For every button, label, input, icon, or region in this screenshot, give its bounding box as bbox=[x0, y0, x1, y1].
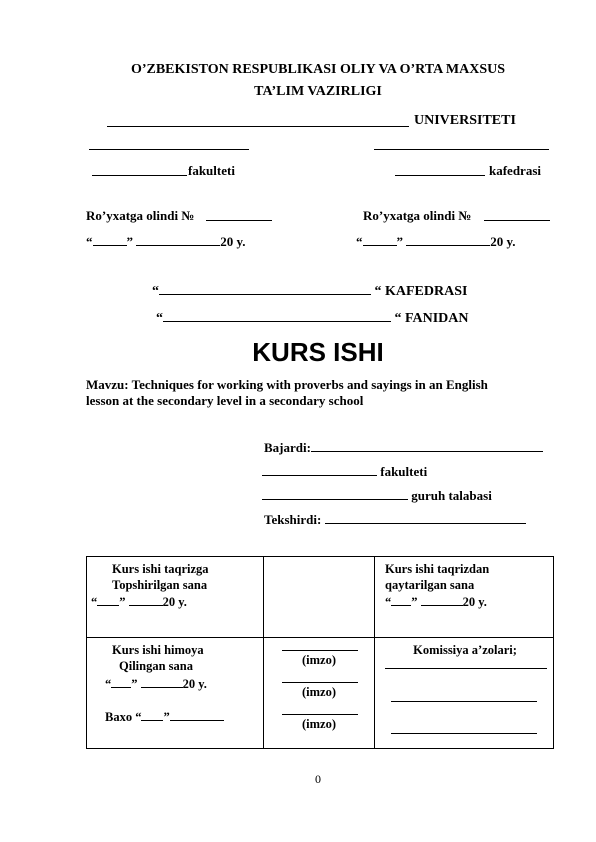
review-middle-cell bbox=[264, 557, 375, 638]
defense-cell: Kurs ishi himoya Qilingan sana “ ” 20 y. Baxo “ ” bbox=[87, 638, 264, 749]
page-number: 0 bbox=[315, 772, 321, 786]
signature-label-1: (imzo) bbox=[301, 653, 336, 667]
registration-left-date: “ ” 20 y. bbox=[86, 234, 246, 249]
grade-row: Baxo “ ” bbox=[105, 709, 224, 725]
department-suffix: kafedrasi bbox=[489, 163, 541, 178]
kafedra-line: “ “ KAFEDRASI bbox=[152, 284, 468, 299]
department-top-blank bbox=[374, 149, 549, 150]
registration-right-label: Ro’yxatga olindi № bbox=[363, 208, 472, 223]
faculty-name-blank bbox=[92, 175, 187, 176]
commission-label: Komissiya a’zolari; bbox=[413, 643, 517, 657]
review-return-date: “ ” 20 y. bbox=[385, 595, 487, 609]
review-return-cell: Kurs ishi taqrizdan qaytarilgan sana “ ” 20 y. bbox=[375, 557, 554, 638]
page-title: KURS ISHI bbox=[252, 337, 384, 367]
ministry-line2: TA’LIM VAZIRLIGI bbox=[254, 84, 382, 99]
registration-right-date: “ ” 20 y. bbox=[356, 234, 516, 249]
topic-line1: Mavzu: Techniques for working with proverbs and sayings in an English bbox=[86, 377, 488, 392]
university-suffix: UNIVERSITETI bbox=[414, 113, 516, 128]
done-by-row: Bajardi: bbox=[264, 440, 543, 456]
registration-right-number-blank bbox=[484, 220, 550, 221]
review-submit-date: “ ” 20 y. bbox=[91, 595, 187, 609]
signatures-cell bbox=[264, 638, 375, 749]
faculty-suffix: fakulteti bbox=[188, 163, 235, 178]
university-name-blank bbox=[107, 126, 409, 127]
performer-faculty-row: fakulteti bbox=[262, 464, 427, 480]
registration-left-number-blank bbox=[206, 220, 272, 221]
department-name-blank bbox=[395, 175, 485, 176]
signature-label-3: (imzo) bbox=[301, 717, 336, 731]
defense-date: “ ” 20 y. bbox=[105, 677, 207, 691]
performer-group-row: guruh talabasi bbox=[262, 488, 492, 504]
commission-cell bbox=[375, 638, 554, 749]
checked-by-row: Tekshirdi: bbox=[264, 512, 526, 528]
review-submit-cell: Kurs ishi taqrizga Topshirilgan sana “ ” 20 y. bbox=[87, 557, 264, 638]
topic-line2: lesson at the secondary level in a secondary school bbox=[86, 393, 364, 408]
review-table bbox=[86, 556, 554, 749]
faculty-top-blank bbox=[89, 149, 249, 150]
ministry-line1: O’ZBEKISTON RESPUBLIKASI OLIY VA O’RTA MAXSUS bbox=[130, 62, 506, 77]
fanidan-line: “ “ FANIDAN bbox=[156, 311, 469, 326]
registration-left-label: Ro’yxatga olindi № bbox=[86, 208, 195, 223]
signature-label-2: (imzo) bbox=[301, 685, 336, 699]
